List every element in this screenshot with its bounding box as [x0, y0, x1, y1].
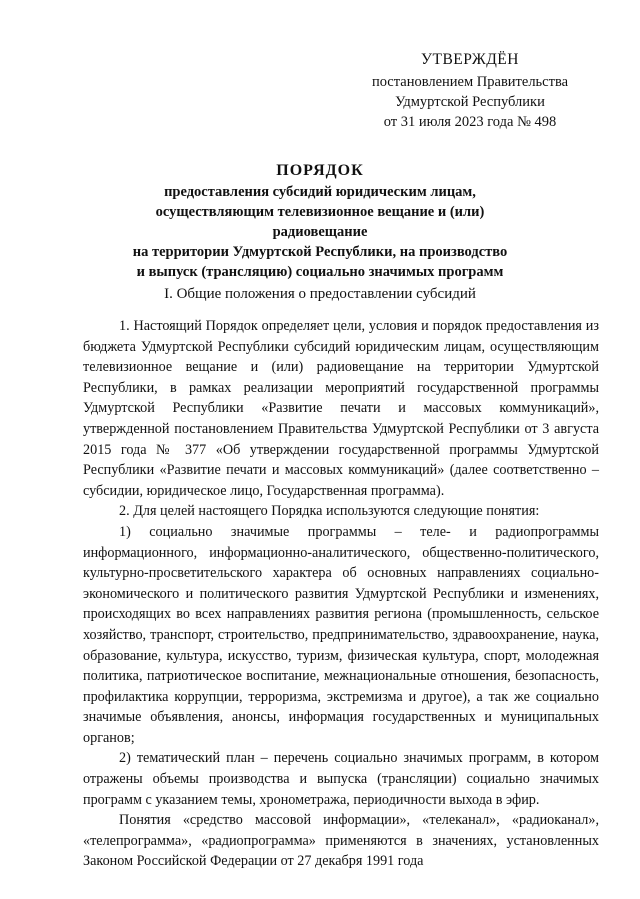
title-line: и выпуск (трансляцию) социально значимых программ [136, 264, 504, 280]
paragraph: 1) социально значимые программы – теле- и радиопрограммы информационного, информационно-аналитического, общественно-политического, культурно-просветительского характера об основных направлениях социально-экономического и политического развития Удмуртской Республики и изменениях, происходящих во всех направлениях развития региона (промышленность, сельское хозяйство, транспорт, строительство, предпринимательство, здравоохранение, наука, образование, культура, искусство, туризм, физическая культура, спорт, молодежная политика, патриотическое воспитание, межнациональные отношения, безопасность, профилактика коррупции, терроризма, экстремизма и другое), а так же социально значимые объявления, анонсы, информация государственных и муниципальных органов; [83, 523, 599, 746]
title-word: ПОРЯДОК [276, 162, 364, 179]
paragraph: 1. Настоящий Порядок определяет цели, условия и порядок предоставления из бюджета Удмуртской Республики субсидий юридическим лицам, осуществляющим телевизионное вещание и (или) радиовещание на территории Удмуртской Республики, в рамках реализации мероприятий государственной программы Удмуртской Республики «Развитие печати и массовых коммуникаций», утвержденной постановлением Правительства Удмуртской Республики от 3 августа 2015 года № 377 «Об утверждении государственной программы Удмуртской Республики «Развитие печати и массовых коммуникаций» (далее соответственно – субсидии, юридическое лицо, Государственная программа). [83, 318, 599, 499]
document-body [83, 316, 599, 872]
approval-line: Удмуртской Республики [395, 94, 545, 110]
approval-heading: УТВЕРЖДЁН [421, 51, 519, 68]
title-line: предоставления субсидий юридическим лицам, [164, 184, 476, 200]
approval-line: от 31 июля 2023 года № 498 [383, 114, 557, 130]
section-heading: I. Общие положения о предоставлении субсидий [164, 286, 476, 302]
paragraph: 2) тематический план – перечень социально значимых программ, в котором отражены объемы производства и выпуска (трансляции) социально значимых программ с указанием темы, хронометража, периодичности выхода в эфир. [83, 750, 599, 808]
approval-stamp [340, 50, 600, 132]
approval-line: постановлением Правительства [371, 74, 569, 90]
document-title [110, 160, 530, 282]
paragraph: Понятия «средство массовой информации», «телеканал», «радиоканал», «телепрограмма», «радиопрограмма» применяются в значениях, установленных Законом Российской Федерации от 27 декабря 1991 года [83, 812, 599, 870]
title-line: осуществляющим телевизионное вещание и (или) радиовещание [155, 204, 485, 240]
title-line: на территории Удмуртской Республики, на производство [132, 244, 508, 260]
paragraph: 2. Для целей настоящего Порядка используются следующие понятия: [119, 503, 540, 520]
